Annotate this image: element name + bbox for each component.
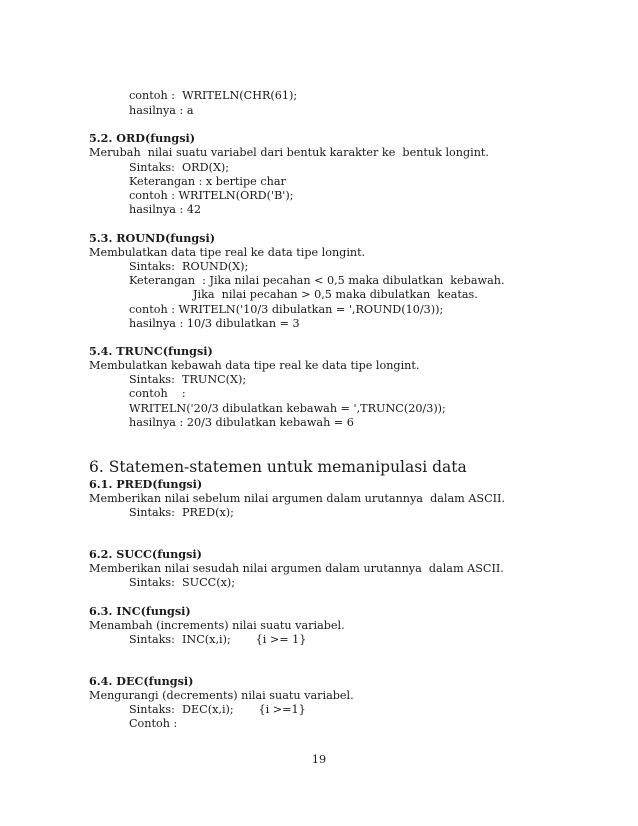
ord-heading: 5.2. ORD(fungsi) [89, 131, 196, 145]
dec-description: Mengurangi (decrements) nilai suatu variabel. [89, 689, 354, 702]
intro-contoh-line: contoh : WRITELN(CHR(61); [129, 89, 298, 102]
ord-description: Merubah nilai suatu variabel dari bentuk karakter ke bentuk longint. [89, 146, 489, 159]
inc-description: Menambah (increments) nilai suatu variabel. [89, 619, 345, 632]
pred-heading: 6.1. PRED(fungsi) [89, 477, 203, 491]
trunc-code: WRITELN('20/3 dibulatkan kebawah = ',TRUNC(20/3)); [129, 402, 446, 415]
round-heading: 5.3. ROUND(fungsi) [89, 231, 216, 245]
pred-sintaks: Sintaks: PRED(x); [129, 506, 234, 519]
trunc-hasil: hasilnya : 20/3 dibulatkan kebawah = 6 [129, 416, 354, 429]
round-keterangan-1: Keterangan : Jika nilai pecahan < 0,5 maka dibulatkan kebawah. [129, 274, 505, 287]
trunc-description: Membulatkan kebawah data tipe real ke data tipe longint. [89, 359, 420, 372]
ord-contoh: contoh : WRITELN(ORD('B'); [129, 189, 294, 202]
trunc-contoh: contoh : [129, 387, 186, 400]
round-contoh: contoh : WRITELN('10/3 dibulatkan = ',ROUND(10/3)); [129, 303, 444, 316]
section-6-title: 6. Statemen-statemen untuk memanipulasi data [89, 458, 467, 476]
round-sintaks: Sintaks: ROUND(X); [129, 260, 249, 273]
succ-sintaks: Sintaks: SUCC(x); [129, 576, 236, 589]
ord-keterangan: Keterangan : x bertipe char [129, 175, 286, 188]
round-keterangan-2: Jika nilai pecahan > 0,5 maka dibulatkan keatas. [193, 288, 478, 301]
succ-heading: 6.2. SUCC(fungsi) [89, 547, 202, 561]
page-number: 19 [311, 753, 327, 766]
dec-heading: 6.4. DEC(fungsi) [89, 674, 194, 688]
dec-sintaks: Sintaks: DEC(x,i); {i >=1} [129, 703, 306, 716]
inc-sintaks: Sintaks: INC(x,i); {i >= 1} [129, 633, 307, 646]
succ-description: Memberikan nilai sesudah nilai argumen dalam urutannya dalam ASCII. [89, 562, 504, 575]
ord-hasil: hasilnya : 42 [129, 203, 202, 216]
intro-hasil-line: hasilnya : a [129, 104, 194, 117]
ord-sintaks: Sintaks: ORD(X); [129, 161, 230, 174]
trunc-heading: 5.4. TRUNC(fungsi) [89, 344, 213, 358]
trunc-sintaks: Sintaks: TRUNC(X); [129, 373, 247, 386]
round-description: Membulatkan data tipe real ke data tipe longint. [89, 246, 366, 259]
pred-description: Memberikan nilai sebelum nilai argumen dalam urutannya dalam ASCII. [89, 492, 506, 505]
round-hasil: hasilnya : 10/3 dibulatkan = 3 [129, 317, 300, 330]
inc-heading: 6.3. INC(fungsi) [89, 604, 191, 618]
dec-contoh: Contoh : [129, 717, 178, 730]
